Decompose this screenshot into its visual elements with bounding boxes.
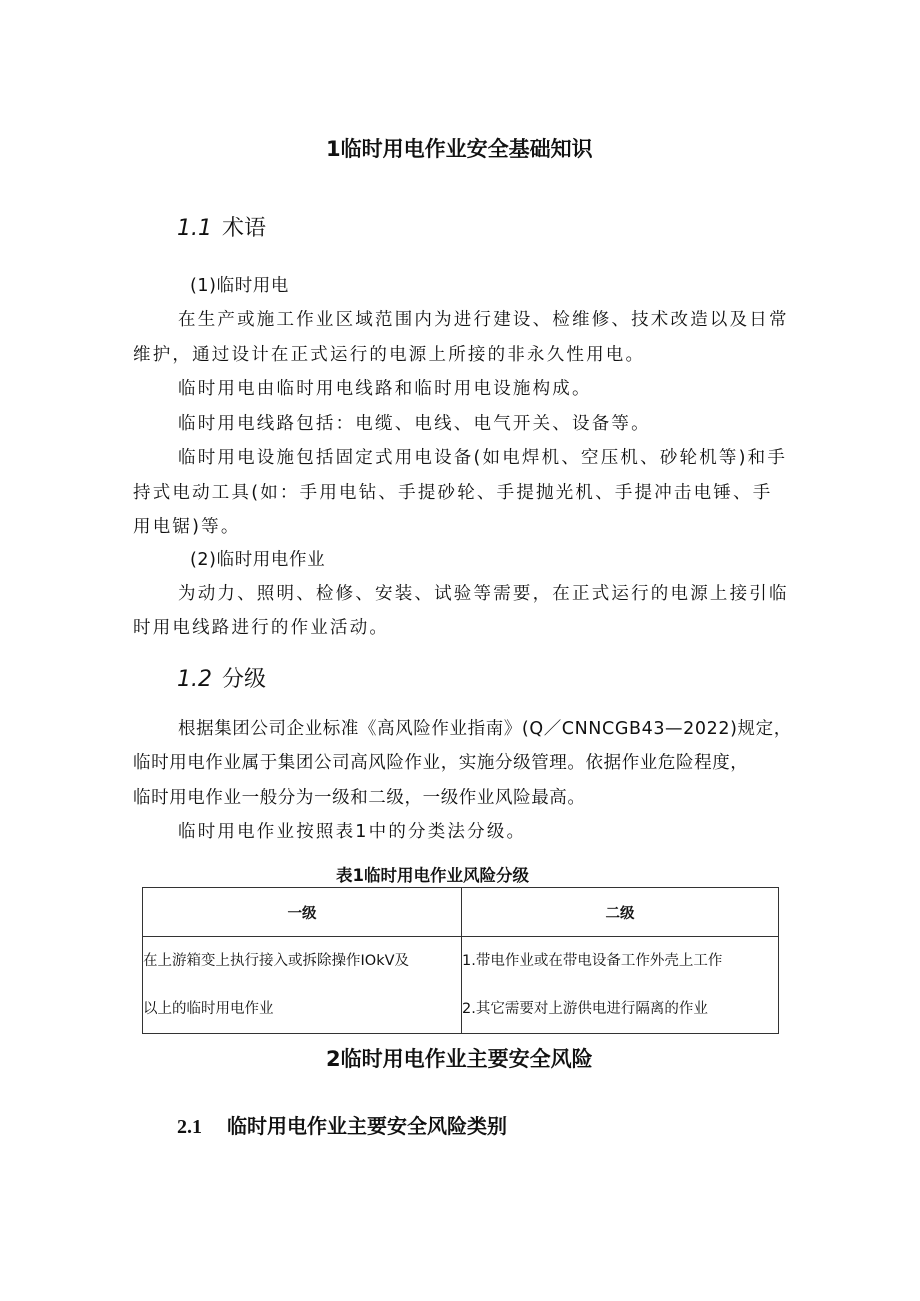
grading-paragraph-line-2: 临时用电作业属于集团公司高风险作业，实施分级管理。依据作业危险程度， bbox=[133, 753, 749, 773]
table-header-level-2: 二级 bbox=[462, 888, 779, 937]
subsection-1-2-heading bbox=[177, 662, 266, 693]
subsection-2-1-heading bbox=[177, 1110, 507, 1139]
table-header-level-1: 一级 bbox=[143, 888, 462, 937]
table-1-caption: 表1临时用电作业风险分级 bbox=[336, 866, 529, 885]
term-1-paragraph-4-line-3: 用电锯)等。 bbox=[133, 517, 241, 537]
subsection-1-1-number: 1.1 bbox=[177, 216, 212, 241]
level-2-cell bbox=[462, 937, 779, 1034]
term-1-paragraph-4-line-2: 持式电动工具(如：手用电钻、手提砂轮、手提抛光机、手提冲击电锤、手 bbox=[133, 483, 773, 503]
subsection-2-1-number: 2.1 bbox=[177, 1116, 202, 1138]
term-1-definition-line-2: 维护，通过设计在正式运行的电源上所接的非永久性用电。 bbox=[133, 345, 646, 365]
risk-grade-table bbox=[142, 887, 779, 1034]
table-row bbox=[143, 937, 779, 1034]
subsection-1-1-heading bbox=[177, 211, 266, 242]
level-2-cell-line-2: 2.其它需要对上游供电进行隔离的作业 bbox=[462, 1001, 708, 1017]
term-2-definition-line-2: 时用电线路进行的作业活动。 bbox=[133, 618, 390, 638]
level-1-cell-line-2: 以上的临时用电作业 bbox=[143, 1001, 274, 1017]
term-1-paragraph-2: 临时用电由临时用电线路和临时用电设施构成。 bbox=[178, 379, 592, 399]
term-1-definition-line-1: 在生产或施工作业区域范围内为进行建设、检维修、技术改造以及日常 bbox=[178, 310, 789, 330]
term-1-label: (1)临时用电 bbox=[190, 276, 289, 296]
subsection-1-2-number: 1.2 bbox=[177, 667, 212, 692]
section-1-title: 1临时用电作业安全基础知识 bbox=[326, 137, 593, 161]
term-1-paragraph-3: 临时用电线路包括：电缆、电线、电气开关、设备等。 bbox=[178, 414, 651, 434]
table-header-row bbox=[143, 888, 779, 937]
grading-paragraph-line-1: 根据集团公司企业标准《高风险作业指南》(Q／CNNCGB43—2022)规定， bbox=[178, 719, 792, 739]
level-1-cell-line-1: 在上游箱变上执行接入或拆除操作IOkV及 bbox=[143, 953, 410, 969]
grading-paragraph-line-4: 临时用电作业按照表1中的分类法分级。 bbox=[178, 822, 527, 842]
subsection-1-1-title: 术语 bbox=[222, 216, 267, 241]
level-1-cell bbox=[143, 937, 462, 1034]
term-1-paragraph-4-line-1: 临时用电设施包括固定式用电设备(如电焊机、空压机、砂轮机等)和手 bbox=[178, 448, 788, 468]
level-2-cell-line-1: 1.带电作业或在带电设备工作外壳上工作 bbox=[462, 953, 723, 969]
section-2-title: 2临时用电作业主要安全风险 bbox=[326, 1047, 593, 1071]
term-2-label: (2)临时用电作业 bbox=[190, 550, 326, 570]
grading-paragraph-line-3: 临时用电作业一般分为一级和二级，一级作业风险最高。 bbox=[133, 788, 586, 808]
subsection-2-1-title: 临时用电作业主要安全风险类别 bbox=[227, 1114, 507, 1138]
term-2-definition-line-1: 为动力、照明、检修、安装、试验等需要，在正式运行的电源上接引临 bbox=[178, 584, 789, 604]
subsection-1-2-title: 分级 bbox=[222, 667, 267, 692]
